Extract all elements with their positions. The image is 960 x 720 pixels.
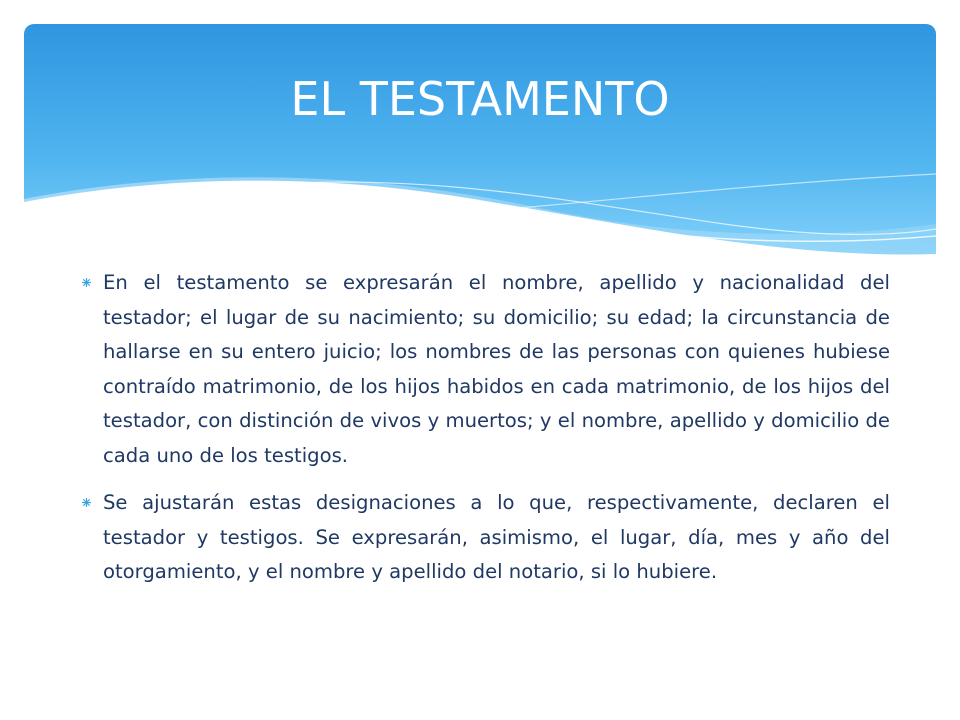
page-title: EL TESTAMENTO — [290, 72, 670, 126]
bullet-text: En el testamento se expresarán el nombre, apellido y nacionalidad del testador; el lugar de su nacimiento; su domicilio; su edad; la circunstancia de hallarse en su entero juicio; los nombres de las personas con quienes hubiese contraído matrimonio, de los hijos habidos en cada matrimonio, de los hijos del testador, con distinción de vivos y muertos; y el nombre, apellido y domicilio de cada uno de los testigos. — [103, 271, 890, 467]
asterisk-bullet-icon — [82, 498, 91, 507]
list-item — [82, 486, 890, 590]
bullet-text: Se ajustarán estas designaciones a lo que, respectivamente, declaren el testador y testigos. Se expresarán, asimismo, el lugar, día, mes y año del otorgamiento, y el nombre y apellido del notario, si lo hubiere. — [103, 491, 890, 583]
title-banner — [24, 24, 936, 264]
wave-banner-graphic — [24, 24, 936, 264]
list-item — [82, 266, 890, 473]
asterisk-bullet-icon — [82, 278, 91, 287]
bullet-list — [82, 266, 890, 603]
